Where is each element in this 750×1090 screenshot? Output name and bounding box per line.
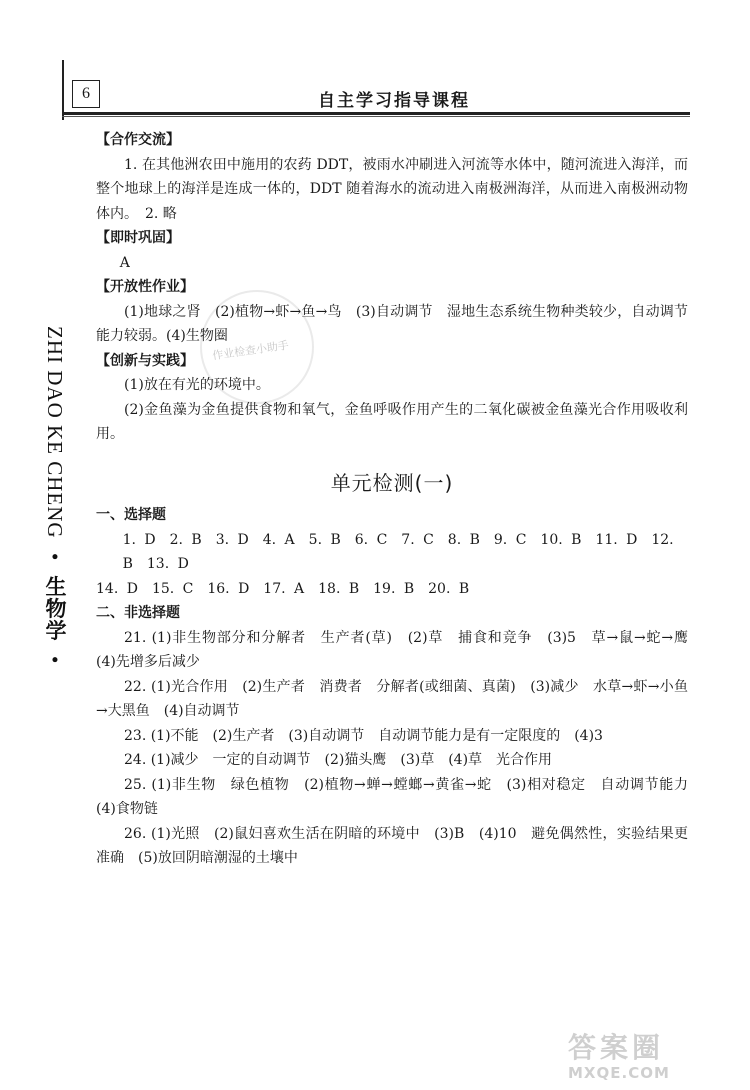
hezuo-answer: 1. 在其他洲农田中施用的农药 DDT，被雨水冲刷进入河流等水体中，随河流进入海洋，而整个地球上的海洋是连成一体的，DDT 随着海水的流动进入南极洲海洋，从而进入南极洲动物体内。 2. 略	[96, 156, 688, 222]
sidebar-pinyin: ZHI DAO KE CHENG	[43, 326, 67, 539]
section-label-chuangxin: 【创新与实践】	[96, 352, 194, 369]
sidebar-dot: •	[43, 655, 67, 665]
corner-watermark-url: MXQE.COM	[568, 1064, 670, 1082]
sidebar-subject: 生物学	[43, 575, 67, 642]
jishi-answer: A	[119, 254, 130, 271]
unit-test-title: 单元检测(一)	[330, 470, 454, 495]
stamp-watermark-text: 作业检查小助手	[211, 338, 290, 363]
answer-q21: 21. (1)非生物部分和分解者 生产者(草) (2)草 捕食和竞争 (3)5 草→鼠→蛇→鹰 (4)先增多后减少	[96, 629, 702, 670]
answer-q22: 22. (1)光合作用 (2)生产者 消费者 分解者(或细菌、真菌) (3)减少 水草→虾→小鱼→大黑鱼 (4)自动调节	[96, 678, 688, 719]
sidebar-dot: •	[43, 552, 67, 562]
corner-watermark-logo	[568, 1026, 738, 1082]
section-label-jishi: 【即时巩固】	[96, 230, 180, 246]
answer-q23: 23. (1)不能 (2)生产者 (3)自动调节 自动调节能力是有一定限度的 (4)3	[124, 727, 603, 744]
answer-q26: 26. (1)光照 (2)鼠妇喜欢生活在阴暗的环境中 (3)B (4)10 避免偶然性，实验结果更准确 (5)放回阴暗潮湿的土壤中	[96, 825, 688, 866]
mc-answers-line-1: 1. D 2. B 3. D 4. A 5. B 6. C 7. C 8. B 9. C 10. B 11. D 12. B 13. D	[122, 531, 674, 572]
kaifang-answer: (1)地球之肾 (2)植物→虾→鱼→鸟 (3)自动调节 湿地生态系统生物种类较少，自动调节能力较弱。(4)生物圈	[96, 303, 688, 344]
running-header-title: 自主学习指导课程	[318, 91, 470, 111]
header-left-rule	[62, 60, 64, 120]
chuangxin-answer-1: (1)放在有光的环境中。	[124, 377, 270, 393]
mc-answers-line-2: 14. D 15. C 16. D 17. A 18. B 19. B 20. B	[96, 580, 470, 597]
page-number: 6	[72, 80, 100, 108]
answer-q25: 25. (1)非生物 绿色植物 (2)植物→蝉→螳螂→黄雀→蛇 (3)相对稳定 自动调节能力 (4)食物链	[96, 776, 702, 817]
header-rule-thin	[62, 116, 690, 117]
section-label-hezuo: 【合作交流】	[96, 132, 180, 148]
nonmc-heading: 二、非选择题	[96, 605, 180, 621]
mc-heading: 一、选择题	[96, 507, 166, 523]
header-rule	[62, 112, 690, 115]
chuangxin-answer-2: (2)金鱼藻为金鱼提供食物和氧气，金鱼呼吸作用产生的二氧化碳被金鱼藻光合作用吸收利用。	[96, 401, 688, 442]
section-label-kaifang: 【开放性作业】	[96, 279, 194, 295]
page-content	[96, 128, 702, 871]
answer-q24: 24. (1)减少 一定的自动调节 (2)猫头鹰 (3)草 (4)草 光合作用	[124, 752, 553, 768]
sidebar-series-title	[40, 326, 70, 672]
corner-watermark-big: 答案圈	[568, 1031, 665, 1064]
